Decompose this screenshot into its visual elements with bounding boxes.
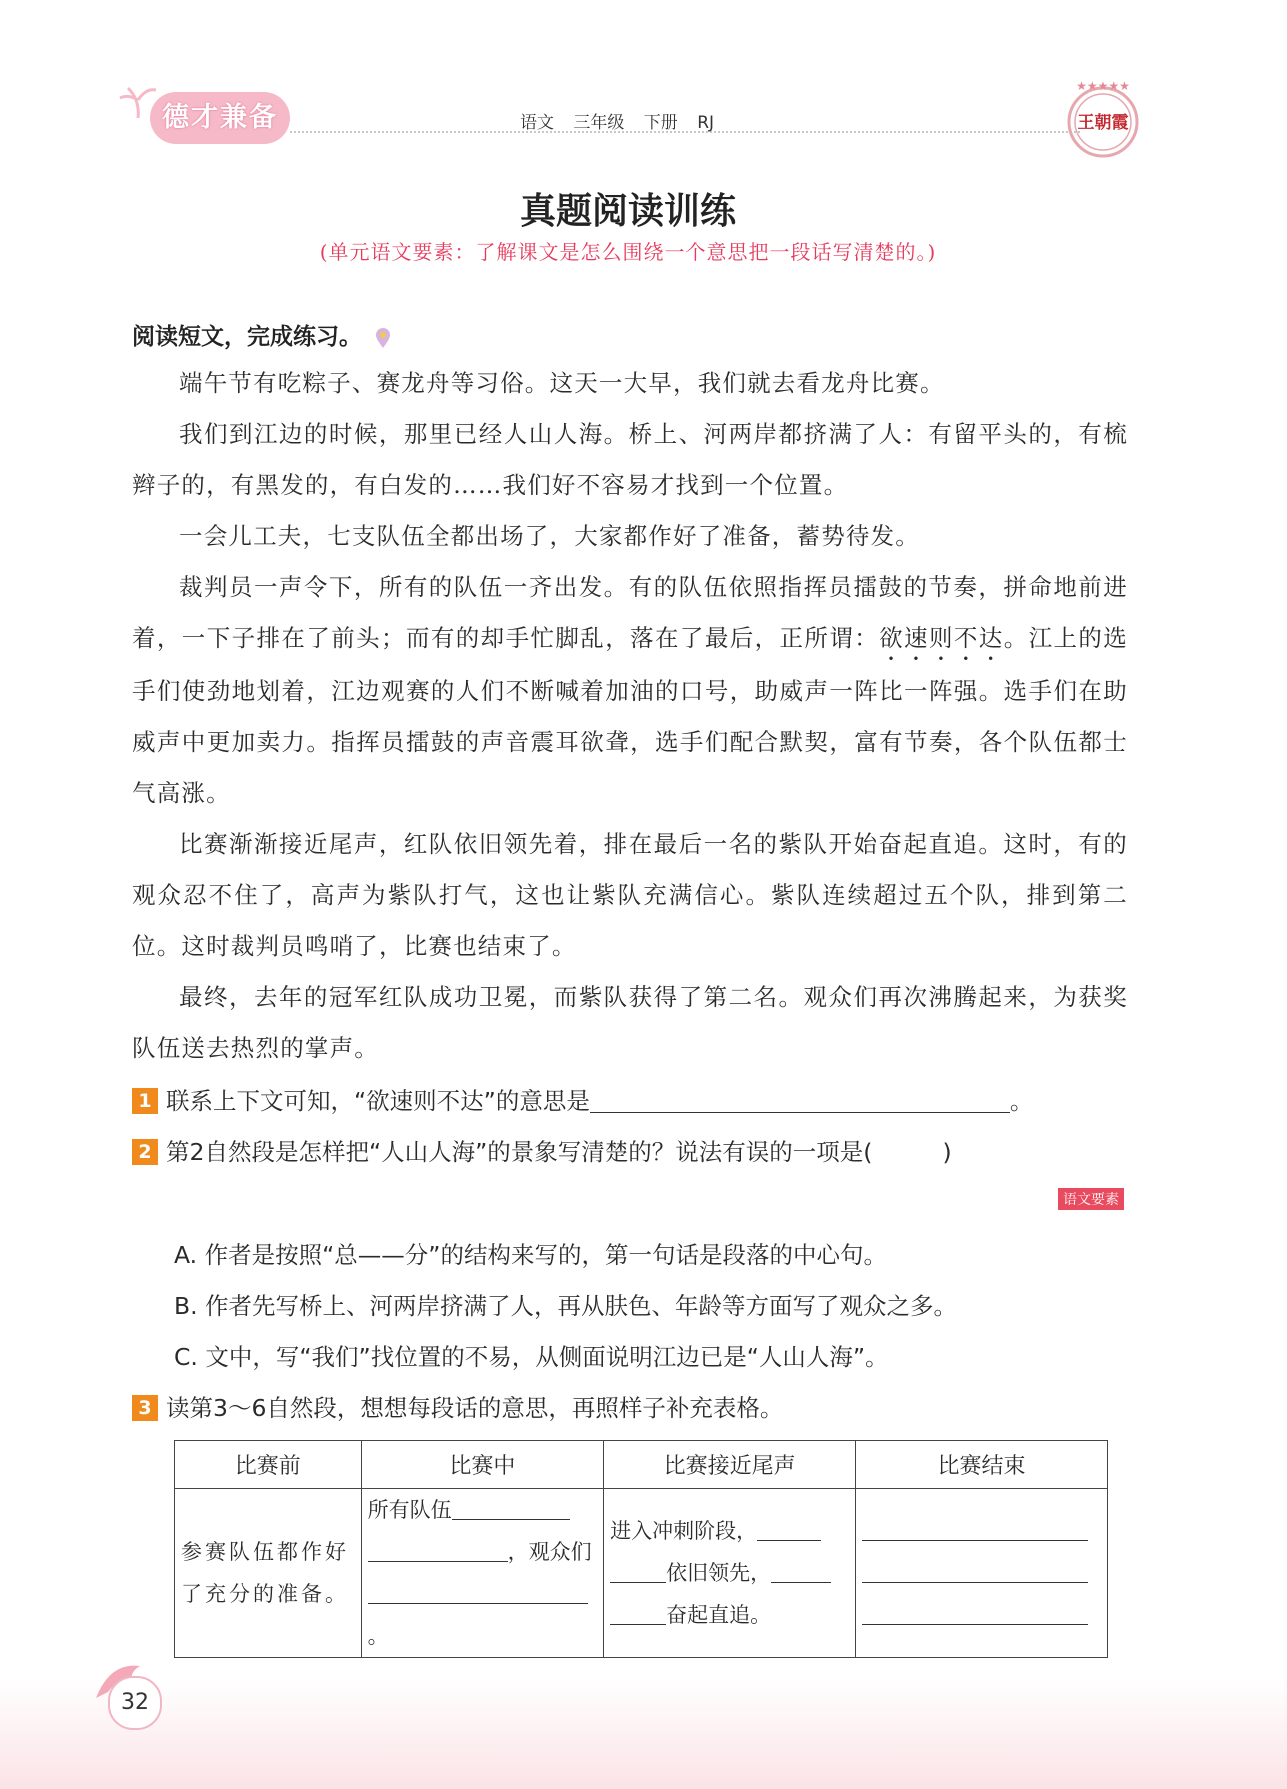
answer-blank[interactable] [862,1604,1088,1625]
cell-text: 依旧领先， [666,1561,772,1585]
answer-blank[interactable] [368,1583,588,1604]
page-title: 真题阅读训练 [519,191,736,232]
header-meta: 语文 三年级 下册 RJ [520,113,715,133]
paragraph-4-part-a: 裁判员一声令下，所有的队伍一齐出发。有的队伍依照指挥员擂鼓的节奏，拼命地前进着，一下子排在了前头；而有的却手忙脚乱，落在了最后，正所谓： [132,573,1128,652]
table-header: 比赛接近尾声 [604,1441,856,1489]
option-b: B. 作者先写桥上、河两岸挤满了人，再从肤色、年龄等方面写了观众之多。 [174,1292,958,1320]
seal-name: 王朝霞 [1077,113,1129,133]
answer-blank[interactable] [862,1562,1088,1583]
table-cell-during [361,1489,604,1658]
paragraph-3: 一会儿工夫，七支队伍全都出场了，大家都作好了准备，蓄势待发。 [179,522,920,550]
page-subtitle: (单元语文要素：了解课文是怎么围绕一个意思把一段话写清楚的。) [319,240,937,264]
literacy-tag: 语文要素 [1058,1188,1124,1210]
question-1-end: 。 [1009,1087,1034,1115]
table-header: 比赛中 [361,1441,604,1489]
svg-text:★★★★★: ★★★★★ [1076,79,1130,93]
page-header [0,0,1287,170]
reading-passage [132,358,1128,1074]
answer-blank[interactable] [368,1541,508,1562]
instruction [132,318,392,351]
paragraph-4 [132,562,1128,819]
paragraph-5: 比赛渐渐接近尾声，红队依旧领先着，排在最后一名的紫队开始奋起直追。这时，有的观众忍不住了，高声为紫队打气，这也让紫队充满信心。紫队连续超过五个队，排到第二位。这时裁判员鸣哨了，比赛也结束了。 [132,830,1128,960]
question-3-text: 读第3～6自然段，想想每段话的意思，再照样子补充表格。 [166,1394,784,1422]
question-2-number: 2 [132,1139,158,1165]
answer-blank[interactable] [862,1520,1088,1541]
option-a: A. 作者是按照“总——分”的结构来写的，第一句话是段落的中心句。 [174,1241,887,1269]
table-header: 比赛结束 [856,1441,1108,1489]
paragraph-2: 我们到江边的时候，那里已经人山人海。桥上、河两岸都挤满了人：有留平头的，有梳辫子的，有黑发的，有白发的……我们好不容易才找到一个位置。 [132,420,1128,499]
cell-text: 所有队伍 [367,1498,452,1522]
instruction-text: 阅读短文，完成练习。 [132,324,362,350]
question-1-number: 1 [132,1088,158,1114]
table-header: 比赛前 [175,1441,362,1489]
cell-text: 奋起直追。 [666,1603,772,1627]
summary-table [174,1440,1108,1658]
question-2-text: 第2自然段是怎样把“人山人海”的景象写清楚的？说法有误的一项是( [166,1138,873,1166]
question-2 [132,1133,952,1167]
question-1-text: 联系上下文可知，“欲速则不达”的意思是 [166,1087,590,1115]
answer-blank[interactable] [771,1562,831,1583]
page-footer [0,1680,1287,1789]
dotted-phrase: 欲速则不达 [879,624,1004,652]
table-cell-before: 参赛队伍都作好了充分的准备。 [175,1489,362,1658]
answer-blank[interactable] [452,1499,570,1520]
cell-text: 进入冲刺阶段， [610,1519,758,1543]
paragraph-4-part-b: 。江上的选手们使劲地划着，江边观赛的人们不断喊着加油的口号，助威声一阵比一阵强。选手们在助威声中更加卖力。指挥员擂鼓的声音震耳欲聋，选手们配合默契，富有节奏，各个队伍都士气高涨。 [132,624,1129,807]
cell-text: ，观众们 [507,1540,592,1564]
answer-blank[interactable] [610,1562,666,1583]
brand-logo: 德才兼备 [150,92,290,144]
location-pin-icon [374,327,392,349]
paragraph-6: 最终，去年的冠军红队成功卫冕，而紫队获得了第二名。观众们再次沸腾起来，为获奖队伍送去热烈的掌声。 [132,983,1128,1062]
question-3-number: 3 [132,1395,158,1421]
question-3 [132,1389,783,1423]
question-2-end: ) [942,1138,952,1166]
table-cell-near-end [604,1489,856,1658]
answer-blank[interactable] [757,1520,821,1541]
question-1 [132,1082,1033,1116]
paragraph-1: 端午节有吃粽子、赛龙舟等习俗。这天一大早，我们就去看龙舟比赛。 [179,369,945,397]
answer-blank[interactable] [610,1604,666,1625]
option-c: C. 文中，写“我们”找位置的不易，从侧面说明江边已是“人山人海”。 [174,1343,889,1371]
cell-text: 。 [367,1624,389,1648]
table-cell-end [856,1489,1108,1658]
page-number: 32 [108,1676,162,1730]
question-1-answer-blank[interactable] [590,1090,1010,1113]
